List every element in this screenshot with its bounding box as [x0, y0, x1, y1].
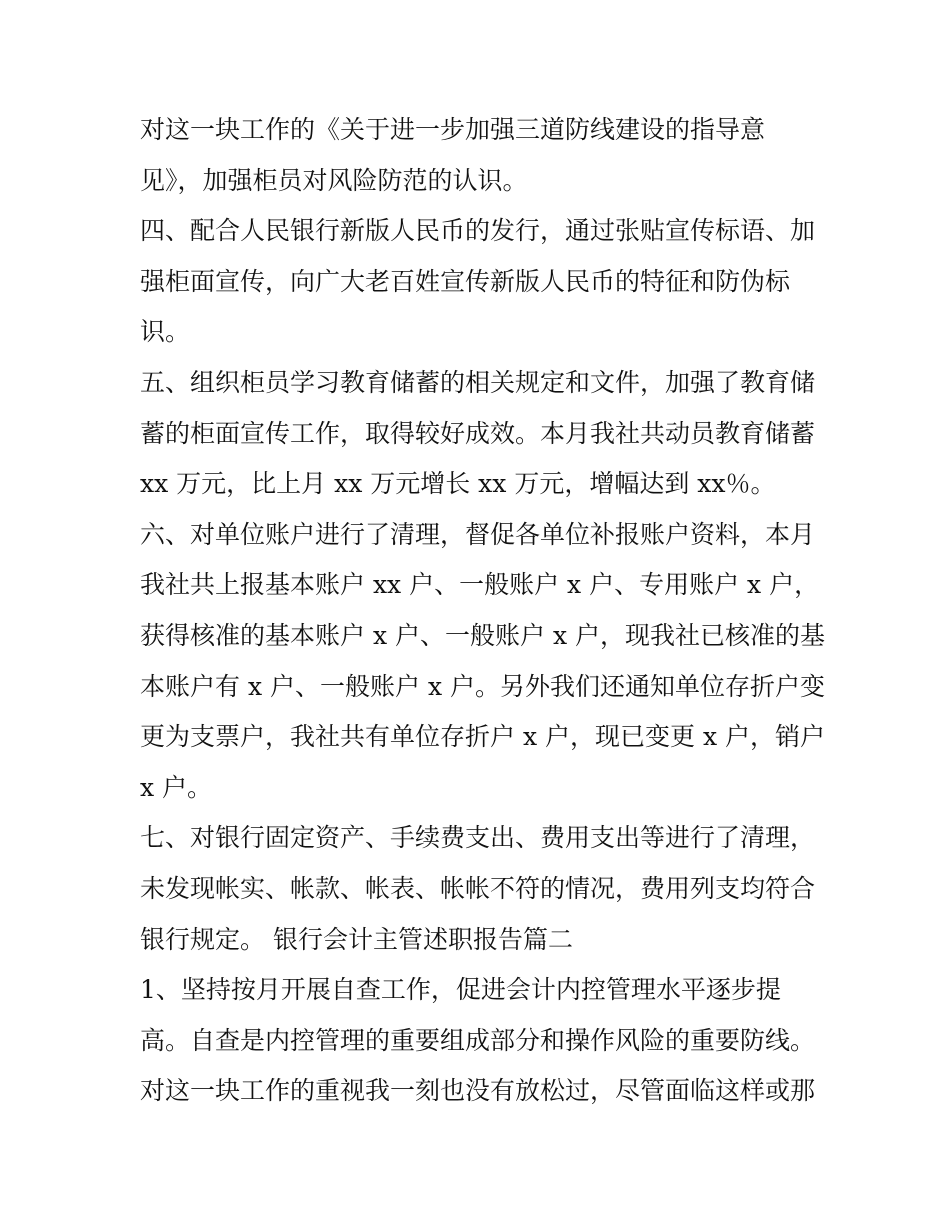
text-line: xx 万元，比上月 xx 万元增长 xx 万元，增幅达到 xx％。 [140, 469, 776, 499]
text-line: 未发现帐实、帐款、帐表、帐帐不符的情况，费用列支均符合 [140, 873, 816, 903]
text-line: 对这一块工作的《关于进一步加强三道防线建设的指导意 [140, 115, 766, 144]
text-line: 见》，加强柜员对风险防范的认识。 [140, 165, 528, 195]
text-line: 我社共上报基本账户 xx 户、一般账户 x 户、专用账户 x 户， [140, 570, 820, 600]
document-body [140, 105, 825, 1117]
text-line: 五、组织柜员学习教育储蓄的相关规定和文件，加强了教育储 [140, 367, 816, 397]
text-line: 四、配合人民银行新版人民币的发行，通过张贴宣传标语、加 [140, 216, 816, 246]
text-line: x 户。 [140, 772, 213, 802]
text-line: 识。 [140, 317, 191, 347]
text-line: 蓄的柜面宣传工作，取得较好成效。本月我社共动员教育储蓄 [140, 418, 816, 448]
text-line: 高。自查是内控管理的重要组成部分和操作风险的重要防线。 [140, 1025, 816, 1055]
text-line: 更为支票户，我社共有单位存折户 x 户，现已变更 x 户，销户 [140, 722, 825, 752]
text-line: 本账户有 x 户、一般账户 x 户。另外我们还通知单位存折户变 [140, 671, 825, 701]
text-line: 对这一块工作的重视我一刻也没有放松过，尽管面临这样或那 [140, 1076, 816, 1106]
text-line: 六、对单位账户进行了清理，督促各单位补报账户资料，本月 [140, 519, 816, 549]
text-line: 1、坚持按月开展自查工作，促进会计内控管理水平逐步提 [140, 975, 781, 1005]
text-line: 银行规定。 银行会计主管述职报告篇二 [140, 924, 573, 954]
text-line: 强柜面宣传，向广大老百姓宣传新版人民币的特征和防伪标 [140, 266, 791, 296]
text-line: 获得核准的基本账户 x 户、一般账户 x 户，现我社已核准的基 [140, 620, 825, 650]
text-line: 七、对银行固定资产、手续费支出、费用支出等进行了清理， [140, 823, 816, 853]
